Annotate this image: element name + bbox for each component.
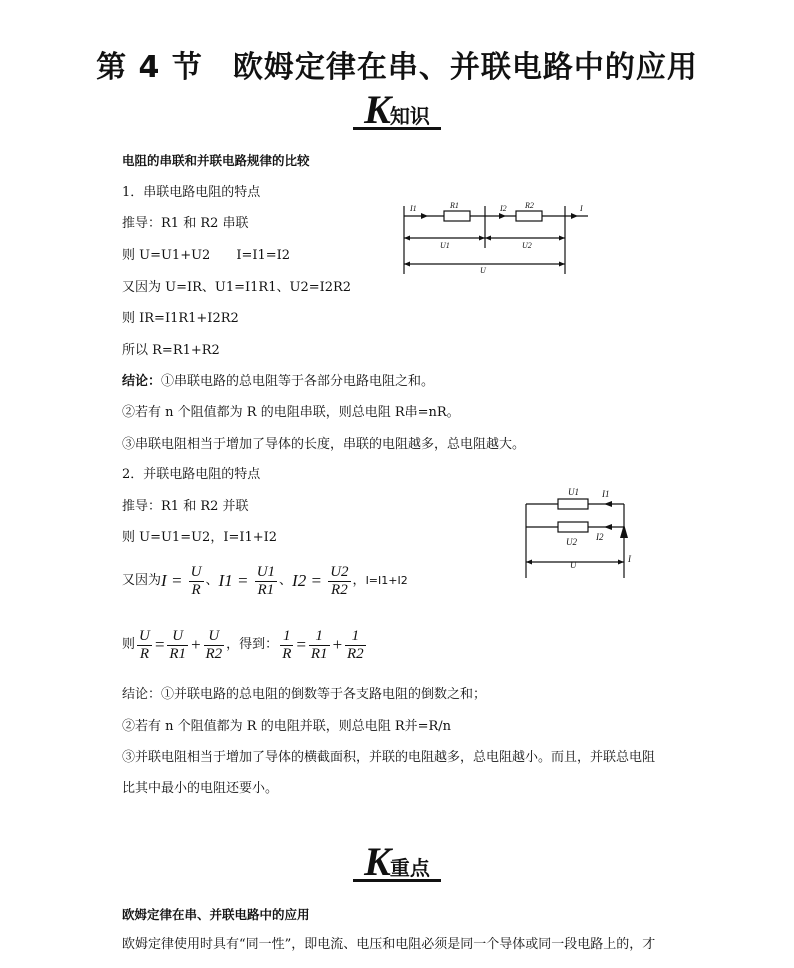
label-R1: R1: [450, 201, 459, 210]
frac-U-over-R2: [204, 628, 225, 663]
series-line-1: 则 U=U1+U2 I=I1=I2: [122, 248, 291, 263]
frac-den: R2: [331, 581, 348, 598]
label-U: U: [570, 560, 577, 570]
frac-den: R2: [205, 645, 223, 662]
badge-k: K: [364, 839, 390, 884]
series-conclusion-1: [122, 373, 434, 391]
label-R2: R2: [525, 201, 534, 210]
page-title: [0, 42, 794, 86]
label-U1: U1: [568, 487, 579, 497]
label-I2: I2: [596, 532, 604, 542]
frac-U-over-R: [137, 628, 152, 663]
formula-I1: I1: [218, 571, 233, 590]
label-U2: U2: [522, 241, 532, 250]
frac-num: 1: [345, 628, 366, 646]
section-number: 第 4 节: [96, 50, 203, 85]
series-line-4: 所以 R=R1+R2: [122, 343, 220, 358]
label-I2: I2: [500, 204, 507, 213]
label-I: I: [628, 554, 631, 564]
frac-U1-over-R1: [255, 564, 277, 599]
series-circuit-diagram: [398, 196, 598, 278]
frac-num: U: [139, 627, 150, 644]
text-because: 又因为: [122, 573, 162, 588]
series-line-3: 则 IR=I1R1+I2R2: [122, 311, 239, 326]
keypoint-heading: 欧姆定律在串、并联电路中的应用: [122, 907, 310, 922]
parallel-line-1: 则 U=U1=U2，I=I1+I2: [122, 530, 278, 545]
frac-num: U2: [330, 563, 349, 580]
frac-den: R2: [347, 645, 364, 662]
label-I1: I1: [410, 204, 417, 213]
section-name: 欧姆定律在串、并联电路中的应用: [232, 50, 698, 85]
frac-U2-over-R2: [328, 564, 350, 599]
series-title: 1．串联电路电阻的特点: [122, 185, 261, 200]
parallel-conclusion-1: 结论：①并联电路的总电阻的倒数等于各支路电阻的倒数之和；: [122, 687, 487, 702]
separator: 、: [205, 573, 219, 588]
frac-den: R: [139, 645, 150, 662]
separator: ，: [352, 573, 366, 588]
badge-k: K: [364, 87, 390, 132]
frac-1-over-R2: [345, 628, 366, 663]
text-got: ，得到：: [226, 637, 279, 652]
frac-1-over-R: [280, 628, 293, 663]
parallel-title: 2．并联电路电阻的特点: [122, 467, 261, 482]
frac-num: U: [190, 563, 202, 580]
frac-num: U: [167, 628, 188, 646]
label-I1: I1: [602, 489, 610, 499]
frac-den: R: [282, 645, 292, 662]
parallel-conclusion-3-cont: 比其中最小的电阻还要小。: [122, 781, 279, 796]
frac-den: R1: [169, 645, 187, 662]
parallel-circuit-diagram: [518, 482, 640, 582]
keypoint-paragraph: 欧姆定律使用时具有“同一性”，即电流、电压和电阻必须是同一个导体或同一段电路上的，才: [122, 937, 656, 952]
parallel-formula-1: 又因为I = $\frac{U}{R}$ 、I1 = $\frac{U1}{R1}$ 、I2 = $\frac{U2}{R2}$ ，I=I1+I2: [122, 563, 408, 598]
frac-U-over-R: [189, 564, 204, 599]
frac-den: R1: [257, 581, 275, 598]
text-then: 则: [122, 637, 136, 652]
conclusion-label: 结论：: [122, 374, 162, 389]
frac-num: 1: [309, 628, 330, 646]
frac-num: U1: [256, 563, 276, 580]
frac-num: U: [204, 628, 225, 646]
keypoint-badge: [0, 838, 794, 882]
series-conclusion-3: ③串联电阻相当于增加了导体的长度，串联的电阻越多，总电阻越大。: [122, 437, 526, 452]
separator: 、: [279, 573, 293, 588]
label-U2: U2: [566, 537, 577, 547]
label-U: U: [480, 266, 486, 275]
badge-word: 重点: [389, 856, 430, 880]
frac-den: R: [191, 581, 201, 598]
parallel-conclusion-3: ③并联电阻相当于增加了导体的横截面积，并联的电阻越多，总电阻越小。而且，并联总电阻: [122, 750, 656, 765]
label-U1: U1: [440, 241, 450, 250]
current-sum: I=I1+I2: [365, 574, 408, 587]
formula-I2: I2: [292, 571, 307, 590]
series-conclusion-2: ②若有 n 个阻值都为 R 的电阻串联，则总电阻 R串=nR。: [122, 405, 460, 420]
frac-num: 1: [280, 628, 293, 646]
formula-I: I: [161, 571, 167, 590]
frac-den: R1: [310, 645, 328, 662]
conclusion-text: ①串联电路的总电阻等于各部分电路电阻之和。: [161, 374, 435, 389]
series-line-2: 又因为 U=IR、U1=I1R1、U2=I2R2: [122, 280, 352, 295]
badge-word: 知识: [389, 104, 430, 128]
parallel-derive: 推导：R1 和 R2 并联: [122, 499, 249, 514]
knowledge-badge: [0, 86, 794, 130]
knowledge-heading: 电阻的串联和并联电路规律的比较: [122, 153, 310, 168]
frac-1-over-R1: [309, 628, 330, 663]
parallel-formula-2: 则 $\frac{U}{R}$ = $\frac{U}{R1}$ + $\frac{U}{R2}$ ，得到： $\frac{1}{R}$ = $\frac{1}{R1}$ + $\frac{1}{R2}$: [122, 627, 364, 662]
frac-U-over-R1: [167, 628, 188, 663]
series-derive: 推导：R1 和 R2 串联: [122, 216, 249, 231]
parallel-conclusion-2: ②若有 n 个阻值都为 R 的电阻并联，则总电阻 R并=R/n: [122, 719, 452, 734]
label-I: I: [580, 204, 583, 213]
